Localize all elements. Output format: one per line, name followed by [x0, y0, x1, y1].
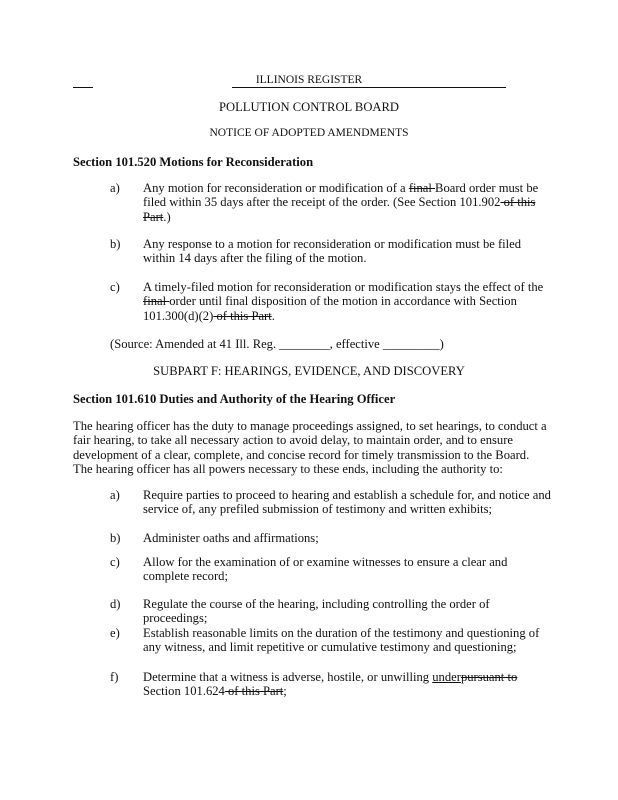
intro-paragraph: The hearing officer has the duty to manage proceedings assigned, to set hearings, to conduct a fair hearing, to take all necessary action to avoid delay, to maintain order, and to ensure development of a clear, complete, and concise record for timely transmission to the Board. The hearing officer has all powers necessary to these ends, including the authority to: [73, 419, 547, 477]
deleted-text: final [408, 181, 436, 195]
item-label: d) [110, 597, 121, 611]
text-segment: Require parties to proceed to hearing and establish a schedule for, and notice and service of, any prefiled submission of testimony and written exhibits; [143, 488, 551, 517]
text-segment: .) [163, 209, 171, 224]
text-segment: Any response to a motion for reconsideration or modification must be filed within 14 days after the filing of the motion. [143, 237, 522, 266]
subpart-heading: SUBPART F: HEARINGS, EVIDENCE, AND DISCOVERY [153, 364, 465, 378]
deleted-text: of this Part [224, 684, 284, 699]
item-text [143, 531, 553, 545]
deleted-text: pursuant to [460, 670, 518, 684]
item-label: b) [110, 237, 121, 251]
source-note: (Source: Amended at 41 Ill. Reg. ________, effective _________) [110, 337, 444, 351]
text-segment: Allow for the examination of or examine witnesses to ensure a clear and complete record; [143, 555, 508, 584]
text-segment: Regulate the course of the hearing, including controlling the order of proceedings; [143, 597, 490, 626]
text-segment: Determine that a witness is adverse, hostile, or unwilling [143, 670, 433, 684]
agency-title: POLLUTION CONTROL BOARD [218, 100, 400, 114]
item-label: c) [110, 555, 120, 569]
deleted-text: of this Part [213, 308, 272, 323]
item-text [143, 670, 553, 699]
item-label: b) [110, 531, 121, 545]
text-segment: . [271, 308, 275, 323]
item-label: a) [110, 181, 120, 195]
item-label: c) [110, 280, 120, 294]
item-label: e) [110, 626, 120, 640]
item-text [143, 237, 553, 266]
item-label: a) [110, 488, 120, 502]
notice-title: NOTICE OF ADOPTED AMENDMENTS [209, 127, 409, 139]
text-segment: Establish reasonable limits on the duration of the testimony and questioning of any witness, and limit repetitive or cumulative testimony and questioning; [143, 626, 540, 655]
deleted-text: of this Part [143, 195, 536, 224]
register-title: ILLINOIS REGISTER [255, 74, 363, 86]
inserted-text: under [432, 670, 461, 684]
item-text [143, 555, 553, 584]
text-segment: Section 101.624 [143, 684, 225, 699]
item-text [143, 181, 553, 224]
text-segment: Any motion for reconsideration or modification of a [143, 181, 409, 195]
text-segment: order until final disposition of the motion in accordance with Section 101.300(d)(2) [143, 294, 517, 323]
item-text [143, 488, 553, 517]
item-label: f) [110, 670, 119, 684]
item-text [143, 626, 553, 655]
item-text [143, 280, 553, 323]
section-heading-101-610: Section 101.610 Duties and Authority of the Hearing Officer [73, 392, 396, 406]
section-heading-101-520: Section 101.520 Motions for Reconsideration [73, 155, 314, 169]
deleted-text: final [143, 294, 170, 309]
text-segment: Board order must be filed within 35 days after the receipt of the order. (See Section 101.902 [143, 181, 539, 210]
text-segment: A timely-filed motion for reconsideration or modification stays the effect of the [143, 280, 544, 294]
item-text [143, 597, 553, 626]
text-segment: ; [283, 684, 287, 699]
text-segment: Administer oaths and affirmations; [143, 531, 319, 545]
